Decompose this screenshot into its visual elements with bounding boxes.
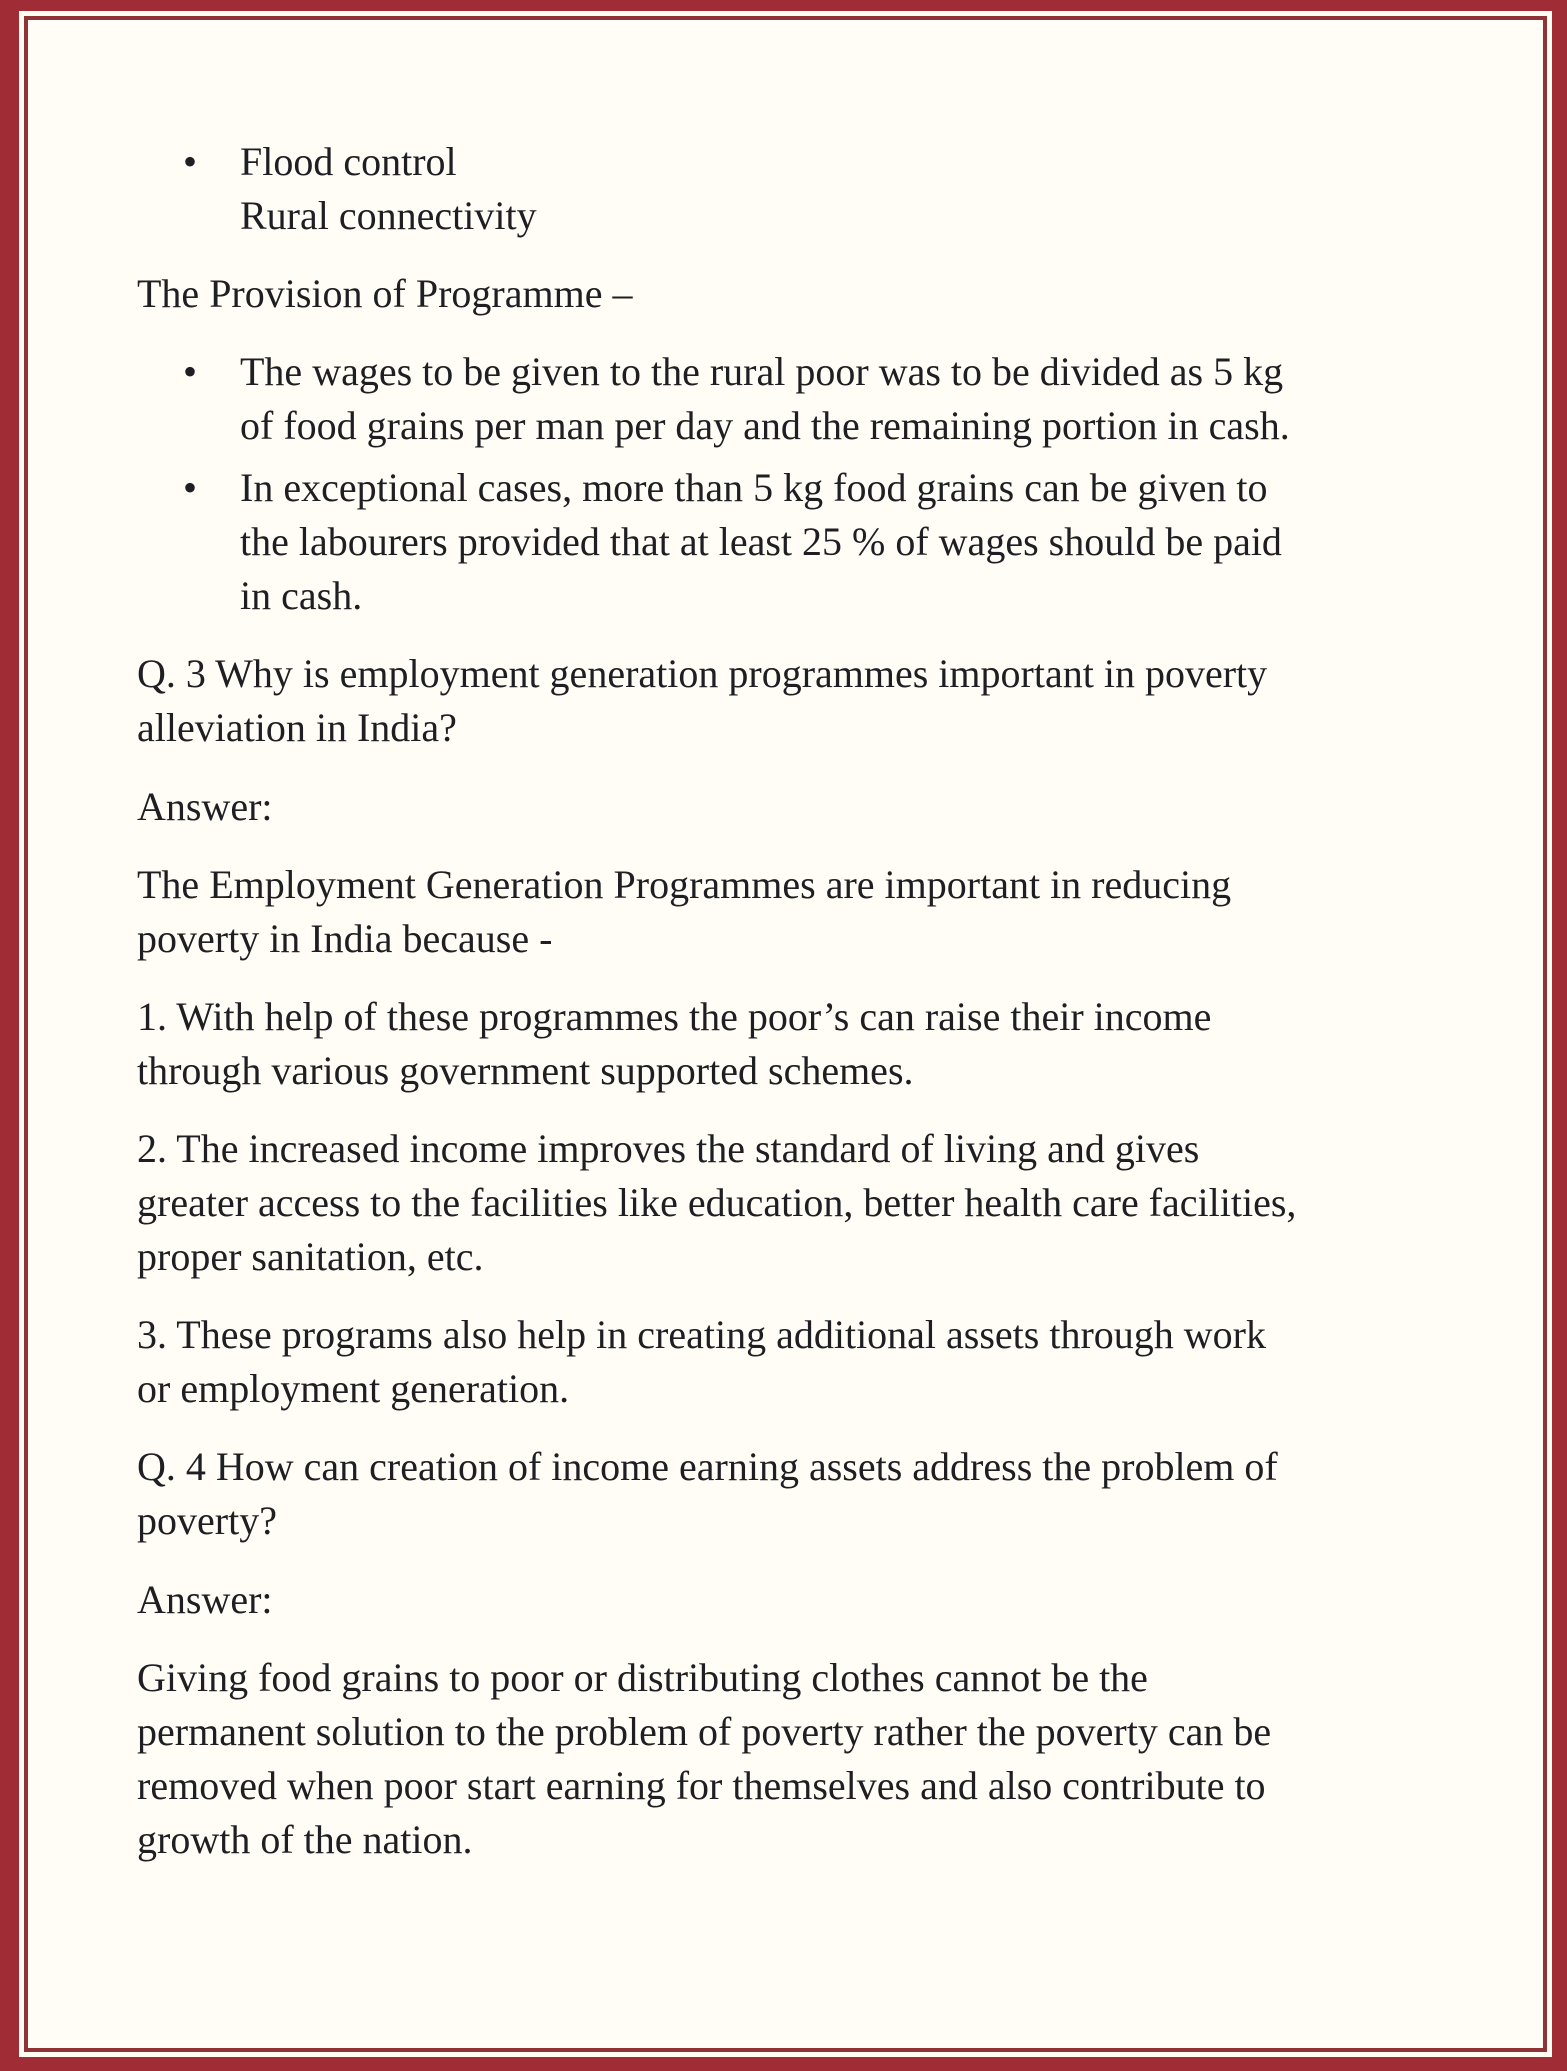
list-item	[137, 135, 1485, 243]
page-border-gap	[19, 11, 1552, 2057]
bullet-icon: •	[183, 139, 198, 184]
answer-4-label: Answer:	[137, 1577, 273, 1622]
text-line: permanent solution to the problem of poverty rather the poverty can be	[137, 1709, 1272, 1754]
question-4	[137, 1440, 1485, 1548]
text-line: 2. The increased income improves the standard of living and gives	[137, 1126, 1200, 1171]
answer-3-intro	[137, 858, 1485, 966]
text-line: The wages to be given to the rural poor was to be divided as 5 kg	[240, 349, 1284, 394]
text-line: removed when poor start earning for themselves and also contribute to	[137, 1763, 1266, 1808]
text-line: alleviation in India?	[137, 705, 457, 750]
answer-3-label: Answer:	[137, 784, 273, 829]
text-line: in cash.	[240, 573, 363, 618]
text-line: through various government supported schemes.	[137, 1048, 914, 1093]
text-line: of food grains per man per day and the remaining portion in cash.	[240, 403, 1290, 448]
text-line: proper sanitation, etc.	[137, 1234, 484, 1279]
text-line: poverty in India because -	[137, 916, 553, 961]
text-line: Flood control	[240, 139, 457, 184]
list-item-text	[240, 135, 1485, 243]
text-line: 3. These programs also help in creating additional assets through work	[137, 1312, 1267, 1357]
text-line: Q. 3 Why is employment generation programmes important in poverty	[137, 651, 1268, 696]
answer-3-point-2	[137, 1122, 1485, 1284]
list-item-text	[240, 461, 1485, 623]
question-3	[137, 647, 1485, 755]
text-line: the labourers provided that at least 25 % of wages should be paid	[240, 519, 1282, 564]
bullet-icon: •	[183, 465, 198, 510]
text-line: growth of the nation.	[137, 1817, 473, 1862]
text-line: The Employment Generation Programmes are important in reducing	[137, 862, 1232, 907]
text-line: 1. With help of these programmes the poor’s can raise their income	[137, 994, 1212, 1039]
answer-3-point-3	[137, 1308, 1485, 1416]
text-line: or employment generation.	[137, 1366, 570, 1411]
bullet-list-components	[137, 135, 1485, 243]
list-item-text	[240, 345, 1485, 453]
text-line: poverty?	[137, 1498, 277, 1543]
bullet-icon: •	[183, 349, 198, 394]
provision-heading: The Provision of Programme –	[137, 271, 633, 316]
text-line: Giving food grains to poor or distributing clothes cannot be the	[137, 1655, 1148, 1700]
list-item	[137, 345, 1485, 453]
text-line: greater access to the facilities like education, better health care facilities,	[137, 1180, 1297, 1225]
bullet-list-provisions	[137, 345, 1485, 623]
text-line: Rural connectivity	[240, 193, 537, 238]
text-line: In exceptional cases, more than 5 kg food grains can be given to	[240, 465, 1268, 510]
answer-3-point-1	[137, 990, 1485, 1098]
page-content	[24, 16, 1547, 2052]
text-line: Q. 4 How can creation of income earning assets address the problem of	[137, 1444, 1278, 1489]
list-item	[137, 461, 1485, 623]
answer-4-text	[137, 1651, 1485, 1867]
